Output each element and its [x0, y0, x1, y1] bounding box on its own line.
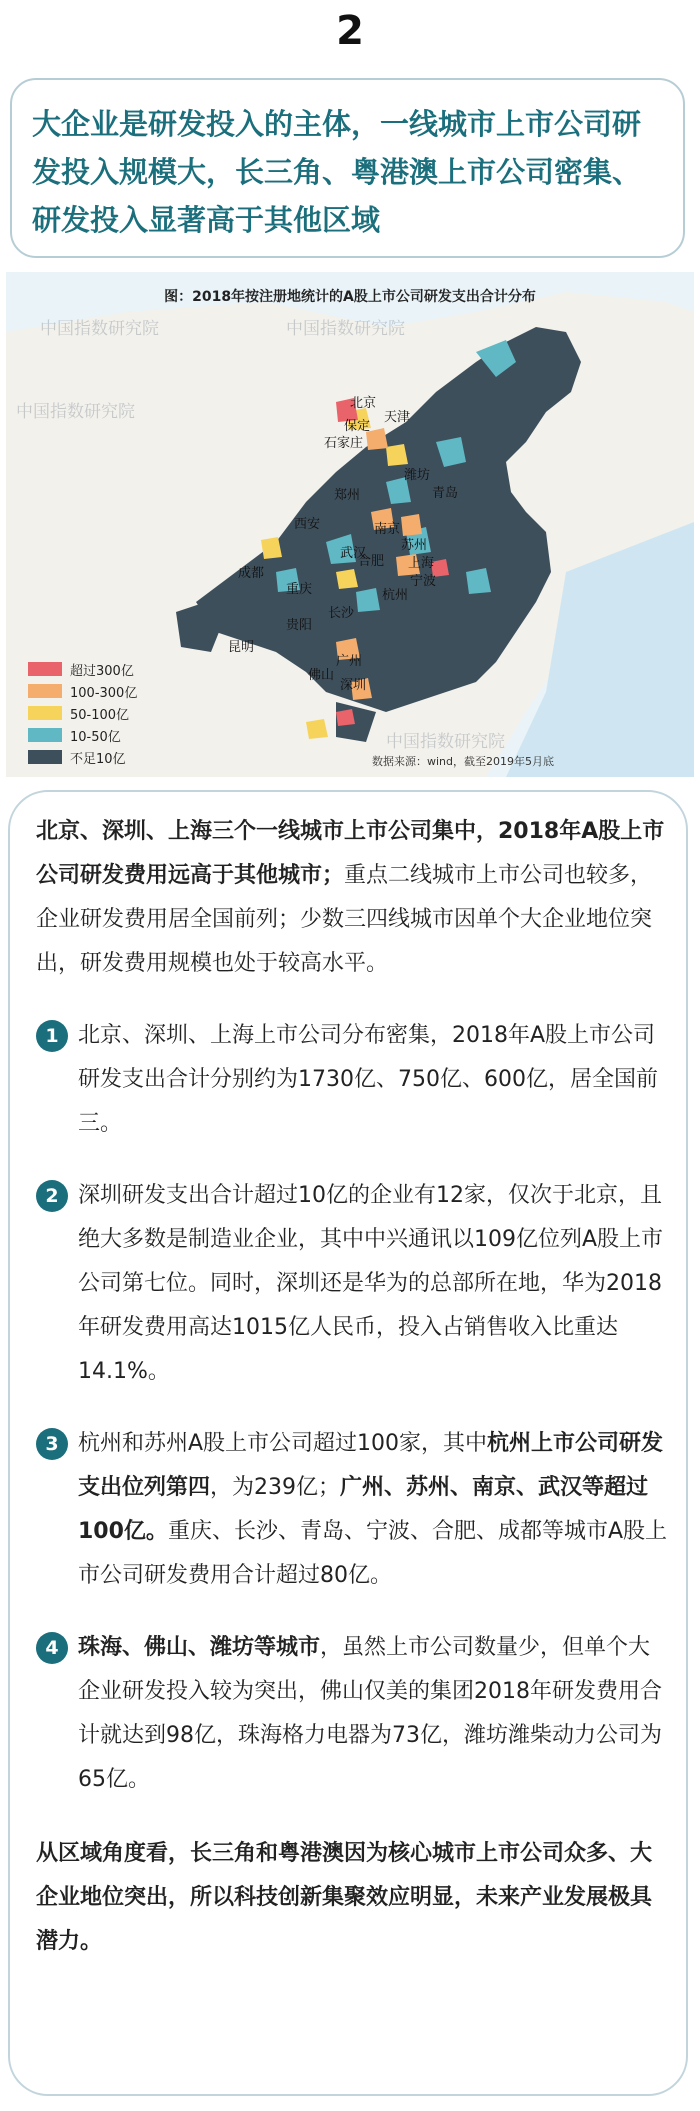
item-text: 北京、深圳、上海上市公司分布密集，2018年A股上市公司研发支出合计分别约为1730亿、750亿、600亿，居全国前三。	[78, 1023, 658, 1136]
city-label: 石家庄	[324, 436, 364, 451]
city-label: 武汉	[340, 546, 367, 561]
legend-label: 50-100亿	[70, 707, 130, 723]
headline: 大企业是研发投入的主体，一线城市上市公司研发投入规模大，长三角、粤港澳上市公司密集、研发投入显著高于其他区域	[32, 107, 642, 237]
list-item	[36, 1174, 670, 1394]
city-label: 重庆	[286, 582, 313, 597]
item-text-part: 重庆、长沙、青岛、宁波、合肥、成都等城市A股上市公司研发费用合计超过80亿。	[78, 1519, 667, 1588]
legend-swatch	[28, 706, 62, 720]
city-label: 长沙	[328, 606, 355, 621]
item-text-part: 杭州和苏州A股上市公司超过100家，其中	[78, 1431, 488, 1456]
legend-swatch	[28, 684, 62, 698]
list-item	[36, 1014, 670, 1146]
city-label: 合肥	[358, 554, 385, 569]
city-label: 杭州	[382, 588, 409, 603]
legend-row	[28, 680, 137, 702]
legend-label: 10-50亿	[70, 729, 121, 745]
city-label: 上海	[408, 556, 435, 571]
legend-swatch	[28, 728, 62, 742]
item-text-part: ，虽然上市公司数量少，但单个大企业研发投入较为突出，佛山仅美的集团2018年研发费用合计就达到98亿，珠海格力电器为73亿，潍坊潍柴动力公司为65亿。	[78, 1635, 662, 1792]
legend-label: 100-300亿	[70, 685, 138, 701]
item-text-bold: 珠海、佛山、潍坊等城市	[78, 1635, 321, 1660]
map-title: 图：2018年按注册地统计的A股上市公司研发支出合计分布	[164, 289, 536, 305]
intro-paragraph	[36, 810, 670, 986]
item-text-bold: 广州、苏州、南京、武汉等超过100亿。	[78, 1475, 649, 1544]
page-number: 2	[336, 8, 364, 54]
item-number-badge: 2	[36, 1180, 68, 1212]
city-label: 贵阳	[286, 618, 313, 633]
city-label: 西安	[294, 517, 321, 532]
analysis-box	[8, 790, 688, 2096]
item-text-bold: 杭州上市公司研发支出位列第四	[78, 1431, 664, 1500]
legend-label: 超过300亿	[70, 663, 134, 679]
legend-swatch	[28, 662, 62, 676]
legend-row	[28, 702, 137, 724]
city-label: 广州	[336, 654, 363, 669]
watermark: 中国指数研究院	[386, 732, 505, 752]
city-label: 郑州	[334, 488, 361, 503]
item-number-badge: 4	[36, 1632, 68, 1664]
item-text	[78, 1422, 670, 1598]
legend-row	[28, 658, 137, 680]
city-label: 深圳	[340, 678, 367, 693]
list-item	[36, 1422, 670, 1598]
list-item	[36, 1626, 670, 1802]
city-label: 潍坊	[404, 468, 431, 483]
legend-swatch	[28, 750, 62, 764]
city-label: 天津	[384, 410, 411, 425]
city-label: 宁波	[410, 574, 437, 589]
watermark: 中国指数研究院	[286, 319, 405, 339]
item-text	[78, 1626, 670, 1802]
legend-label: 不足10亿	[70, 751, 126, 767]
item-text: 深圳研发支出合计超过10亿的企业有12家，仅次于北京，且绝大多数是制造业企业，其中中兴通讯以109亿位列A股上市公司第七位。同时，深圳还是华为的总部所在地，华为2018年研发费用高达1015亿人民币，投入占销售收入比重达14.1%。	[78, 1183, 664, 1384]
city-label: 昆明	[228, 640, 255, 655]
conclusion: 从区域角度看，长三角和粤港澳因为核心城市上市公司众多、大企业地位突出，所以科技创新集聚效应明显，未来产业发展极具潜力。	[36, 1841, 653, 1954]
city-label: 苏州	[401, 538, 428, 553]
city-label: 南京	[374, 522, 401, 537]
china-rd-map	[6, 272, 694, 777]
watermark: 中国指数研究院	[16, 402, 135, 422]
item-number-badge: 3	[36, 1428, 68, 1460]
map-source: 数据来源：wind，截至2019年5月底	[372, 755, 554, 768]
legend-row	[28, 746, 137, 768]
headline-box	[10, 78, 685, 258]
intro-bold: 北京、深圳、上海三个一线城市上市公司集中，2018年A股上市公司研发费用远高于其他城市；	[36, 819, 665, 888]
city-label: 成都	[238, 566, 265, 581]
item-text-part: ，为239亿；	[210, 1475, 341, 1500]
city-label: 青岛	[432, 486, 459, 501]
watermark: 中国指数研究院	[40, 319, 159, 339]
city-label: 佛山	[308, 668, 335, 683]
legend-row	[28, 724, 137, 746]
city-label: 北京	[350, 396, 377, 411]
item-number-badge: 1	[36, 1020, 68, 1052]
city-label: 保定	[344, 419, 371, 434]
map-legend	[28, 658, 137, 768]
intro-rest: 重点二线城市上市公司也较多，企业研发费用居全国前列；少数三四线城市因单个大企业地位突出，研发费用规模也处于较高水平。	[36, 863, 653, 976]
